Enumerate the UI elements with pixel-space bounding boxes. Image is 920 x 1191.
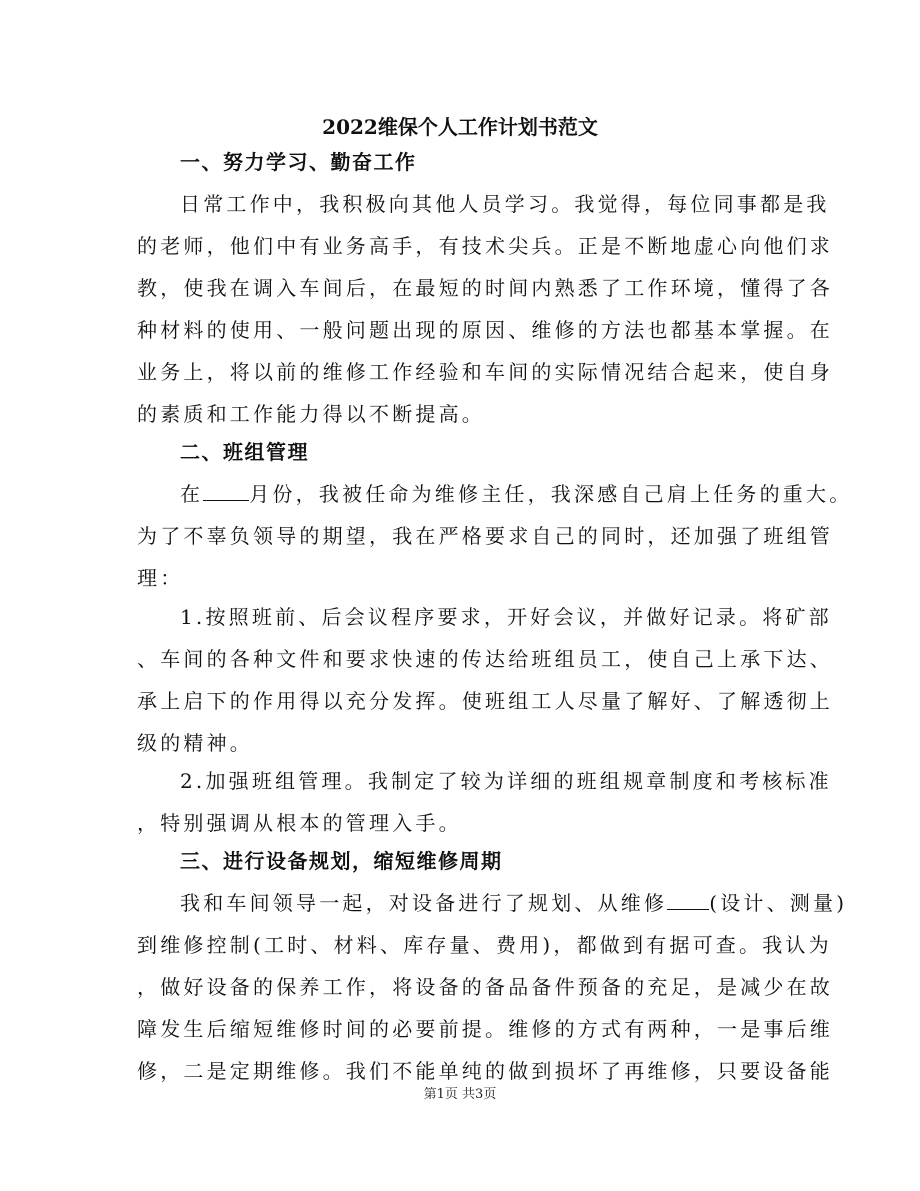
list-item-line: ，特别强调从根本的管理入手。 <box>137 811 462 835</box>
paragraph-line: 障发生后缩短维修时间的必要前提。维修的方式有两种，一是事后维 <box>137 1017 833 1041</box>
document-title: 2022维保个人工作计划书范文 <box>322 115 598 139</box>
paragraph-line <box>180 888 848 918</box>
paragraph-line: 到维修控制(工时、材料、库存量、费用)，都做到有据可查。我认为 <box>137 933 832 957</box>
section-heading-3: 三、进行设备规划，缩短维修周期 <box>180 849 503 873</box>
page-number-footer: 第1页 共3页 <box>423 1087 497 1102</box>
paragraph-line: ，做好设备的保养工作，将设备的备品备件预备的充足，是减少在故 <box>137 975 833 999</box>
list-item-line: 2.加强班组管理。我制定了较为详细的班组规章制度和考核标准 <box>180 769 832 793</box>
paragraph-line: 的老师，他们中有业务高手，有技术尖兵。正是不断地虚心向他们求 <box>137 234 833 258</box>
list-item-line: 、车间的各种文件和要求快速的传达给班组员工，使自己上承下达、 <box>137 647 833 671</box>
section-heading-2: 二、班组管理 <box>180 440 309 464</box>
paragraph-line: 为了不辜负领导的期望，我在严格要求自己的同时，还加强了班组管 <box>137 524 833 548</box>
paragraph-line: 教，使我在调入车间后，在最短的时间内熟悉了工作环境，懂得了各 <box>137 276 833 300</box>
line-text: 我和车间领导一起，对设备进行了规划、从维修 <box>180 891 668 915</box>
list-item-line: 级的精神。 <box>137 731 253 755</box>
paragraph-line: 种材料的使用、一般问题出现的原因、维修的方法也都基本掌握。在 <box>137 318 833 342</box>
line-text: 月份，我被任命为维修主任，我深感自己肩上任务的重大。 <box>249 482 853 506</box>
list-item-line: 1.按照班前、后会议程序要求，开好会议，并做好记录。将矿部 <box>180 605 832 629</box>
paragraph-line: 的素质和工作能力得以不断提高。 <box>137 402 485 426</box>
fill-blank <box>667 891 709 910</box>
line-text: (设计、测量) <box>709 891 848 915</box>
paragraph-line: 日常工作中，我积极向其他人员学习。我觉得，每位同事都是我 <box>180 192 830 216</box>
section-heading-1: 一、努力学习、勤奋工作 <box>180 150 417 174</box>
paragraph-line: 修，二是定期维修。我们不能单纯的做到损坏了再维修，只要设备能 <box>137 1059 833 1083</box>
paragraph-line <box>180 479 853 509</box>
list-item-line: 承上启下的作用得以充分发挥。使班组工人尽量了解好、了解透彻上 <box>137 689 833 713</box>
line-text: 在 <box>180 482 204 506</box>
paragraph-line: 业务上，将以前的维修工作经验和车间的实际情况结合起来，使自身 <box>137 360 833 384</box>
paragraph-line: 理： <box>137 566 184 590</box>
fill-blank <box>203 482 249 501</box>
